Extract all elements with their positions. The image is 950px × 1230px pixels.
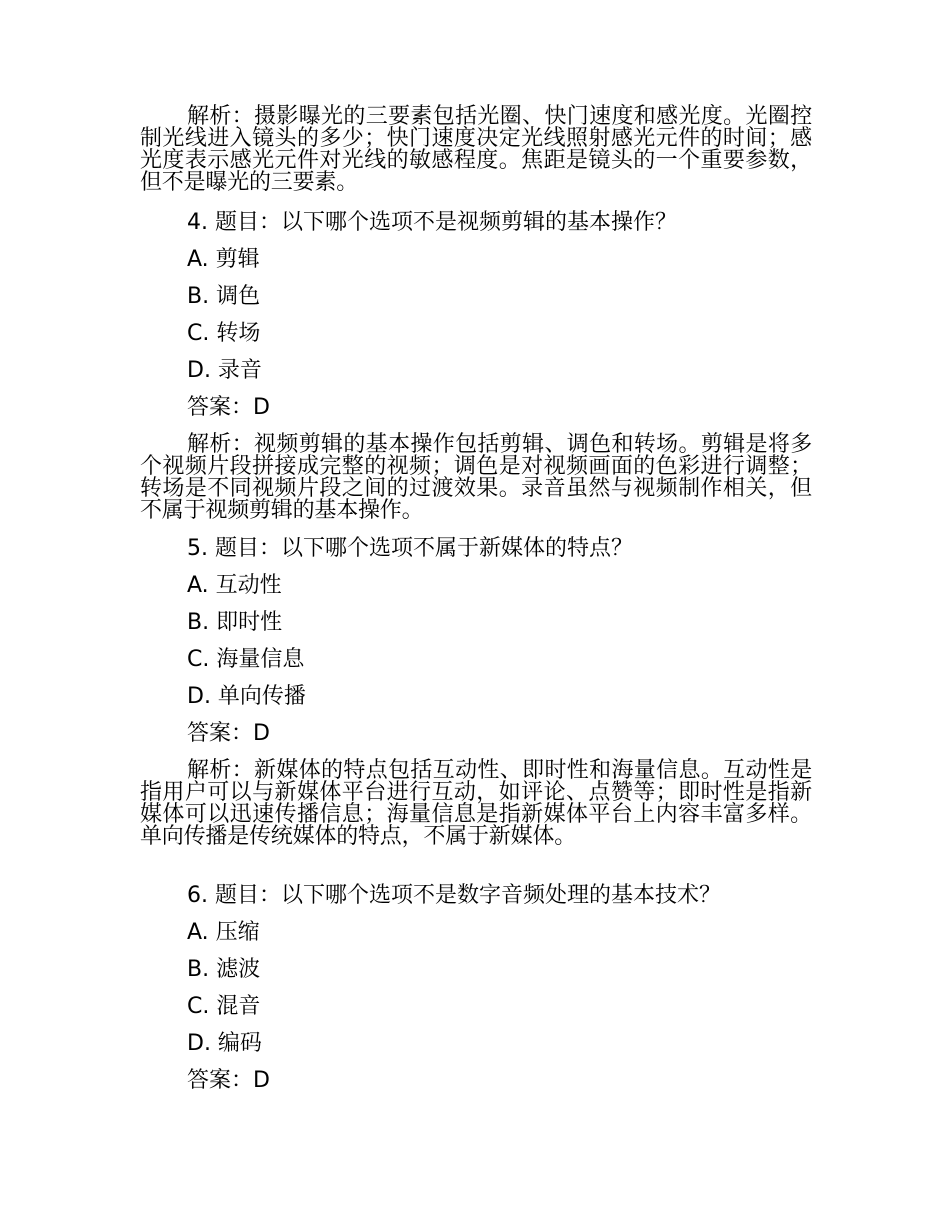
option-q4-c: C. 转场 — [187, 321, 261, 346]
question-q5: 5. 题目：以下哪个选项不属于新媒体的特点？ — [187, 536, 633, 561]
question-q4: 4. 题目：以下哪个选项不是视频剪辑的基本操作？ — [187, 210, 677, 235]
explanation-q3: 解析：摄影曝光的三要素包括光圈、快门速度和感光度。光圈控制光线进入镜头的多少；快门速度决定光线照射感光元件的时间；感光度表示感光元件对光线的敏感程度。焦距是镜头的一个重要参数，但不是曝光的三要素。 — [140, 104, 812, 195]
option-q4-d: D. 录音 — [187, 358, 262, 383]
explanation-q5: 解析：新媒体的特点包括互动性、即时性和海量信息。互动性是指用户可以与新媒体平台进行互动，如评论、点赞等；即时性是指新媒体可以迅速传播信息；海量信息是指新媒体平台上内容丰富多样。单向传播是传统媒体的特点，不属于新媒体。 — [140, 758, 812, 849]
option-q5-c: C. 海量信息 — [187, 647, 305, 672]
option-q5-a: A. 互动性 — [187, 573, 282, 598]
answer-q6: 答案：D — [187, 1068, 270, 1093]
option-q6-c: C. 混音 — [187, 994, 261, 1019]
answer-q4: 答案：D — [187, 395, 270, 420]
answer-q5: 答案：D — [187, 721, 270, 746]
question-q6: 6. 题目：以下哪个选项不是数字音频处理的基本技术？ — [187, 883, 721, 908]
option-q6-d: D. 编码 — [187, 1031, 262, 1056]
option-q5-b: B. 即时性 — [187, 610, 283, 635]
option-q6-b: B. 滤波 — [187, 957, 261, 982]
option-q5-d: D. 单向传播 — [187, 684, 306, 709]
explanation-q4: 解析：视频剪辑的基本操作包括剪辑、调色和转场。剪辑是将多个视频片段拼接成完整的视频；调色是对视频画面的色彩进行调整；转场是不同视频片段之间的过渡效果。录音虽然与视频制作相关，但不属于视频剪辑的基本操作。 — [140, 432, 812, 523]
option-q4-a: A. 剪辑 — [187, 247, 260, 272]
option-q6-a: A. 压缩 — [187, 920, 260, 945]
option-q4-b: B. 调色 — [187, 284, 261, 309]
